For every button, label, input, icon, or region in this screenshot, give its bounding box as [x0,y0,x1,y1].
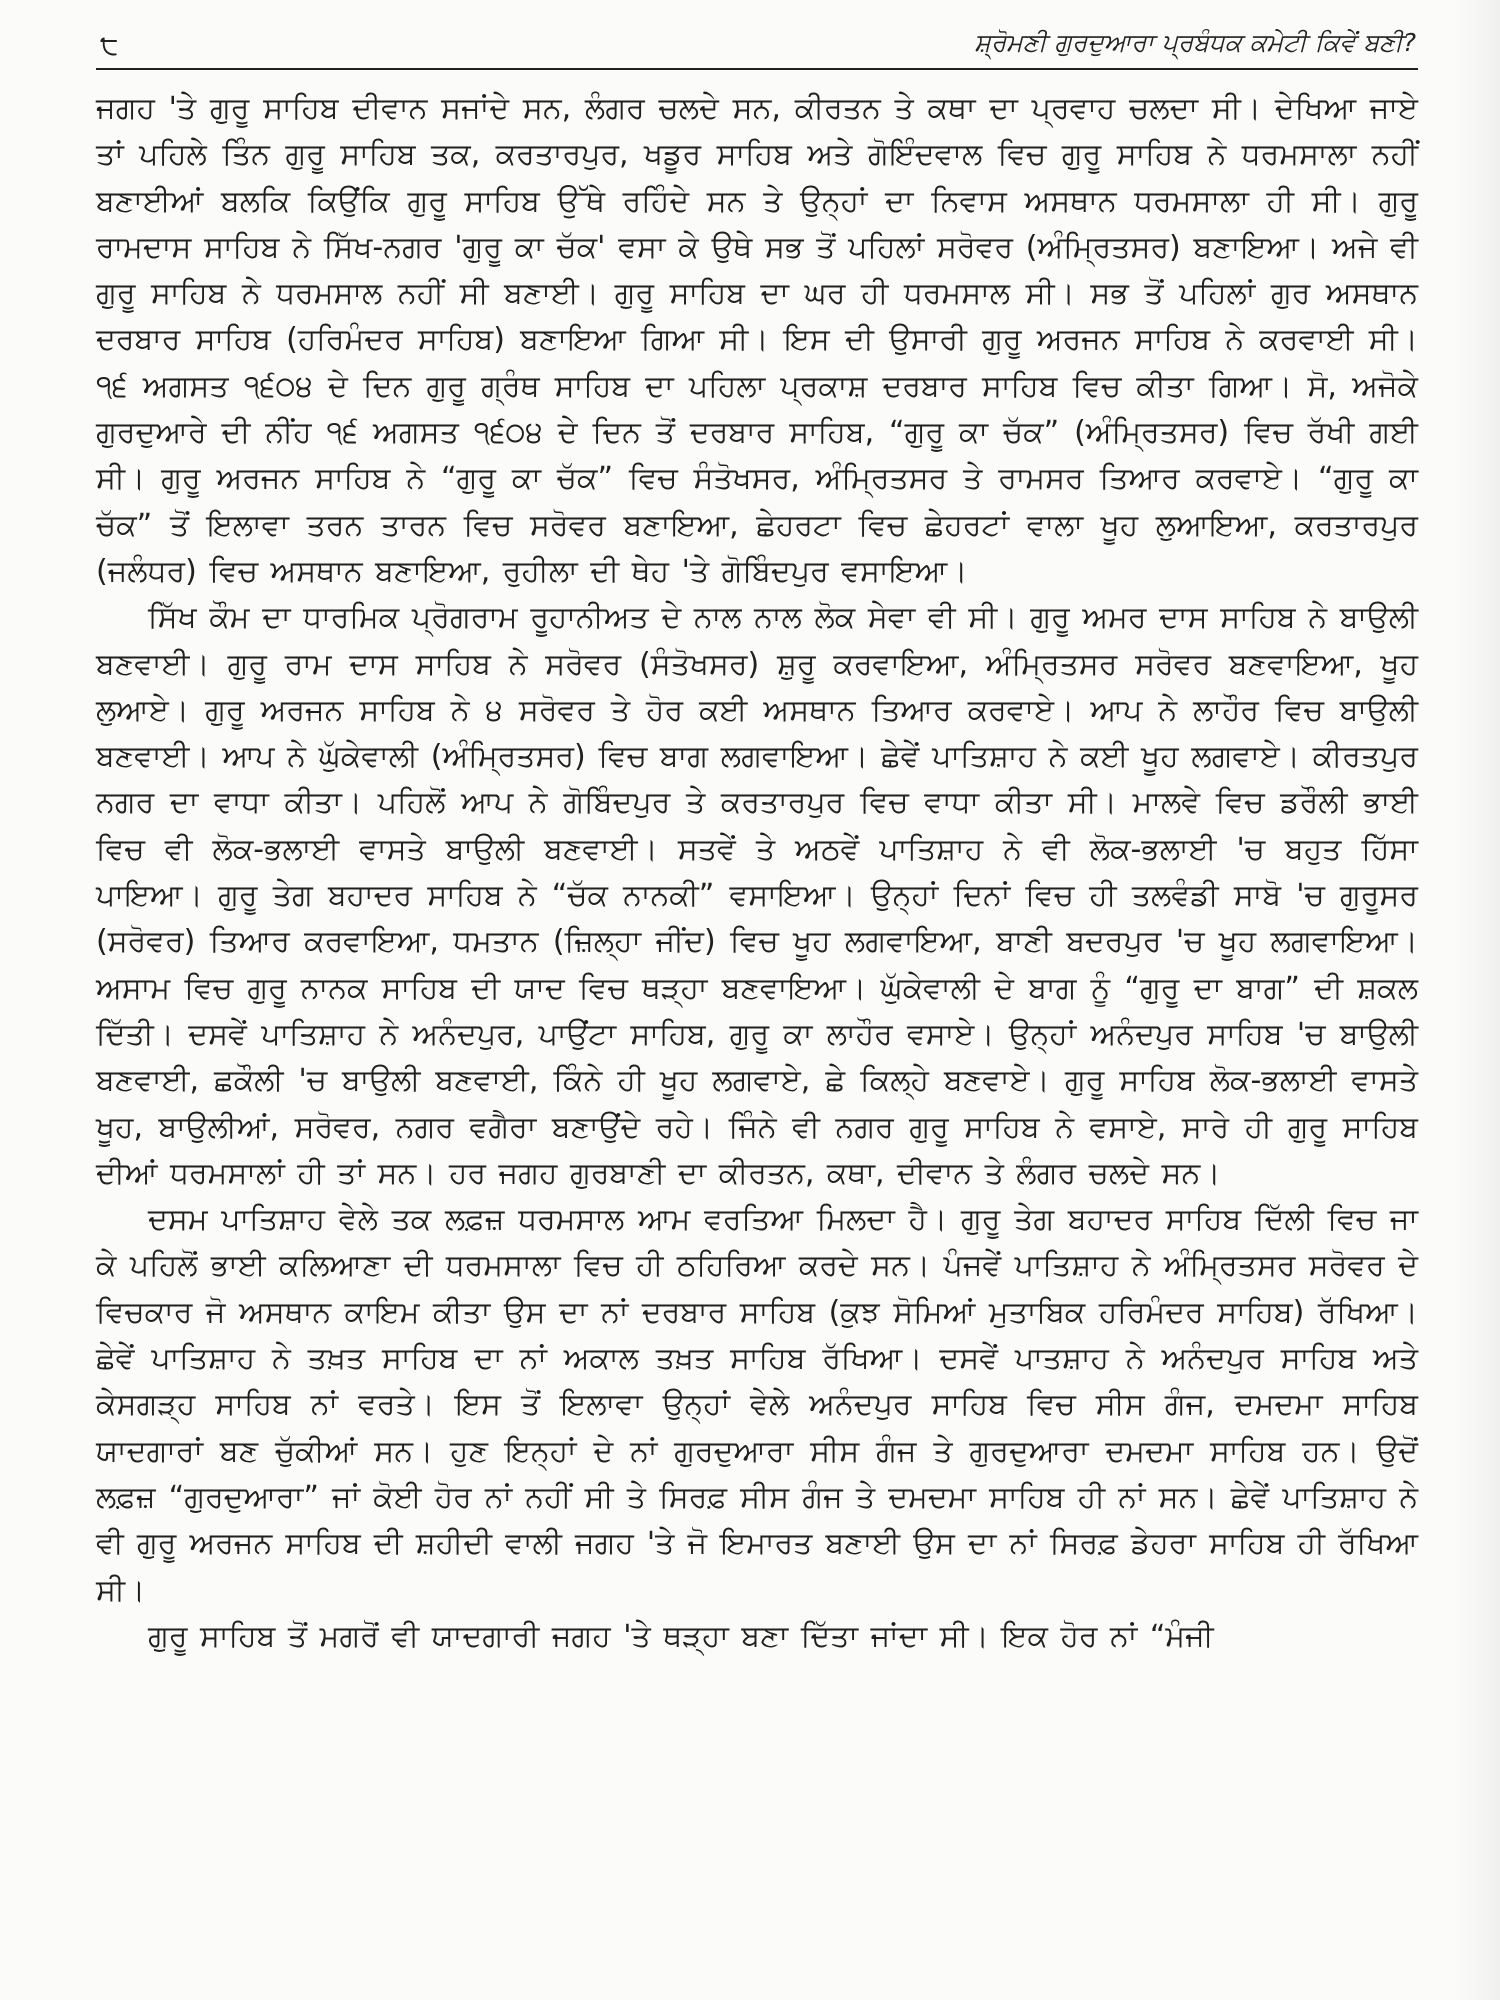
paragraph-1: ਜਗਹ 'ਤੇ ਗੁਰੂ ਸਾਹਿਬ ਦੀਵਾਨ ਸਜਾਂਦੇ ਸਨ, ਲੰਗਰ ਚਲਦੇ ਸਨ, ਕੀਰਤਨ ਤੇ ਕਥਾ ਦਾ ਪ੍ਰਵਾਹ ਚਲਦਾ ਸੀ। ਦੇਖਿਆ ਜਾਏ ਤਾਂ ਪਹਿਲੇ ਤਿੰਨ ਗੁਰੂ ਸਾਹਿਬ ਤਕ, ਕਰਤਾਰਪੁਰ, ਖਡੂਰ ਸਾਹਿਬ ਅਤੇ ਗੋਇੰਦਵਾਲ ਵਿਚ ਗੁਰੂ ਸਾਹਿਬ ਨੇ ਧਰਮਸਾਲਾ ਨਹੀਂ ਬਣਾਈਆਂ ਬਲਕਿ ਕਿਉਂਕਿ ਗੁਰੂ ਸਾਹਿਬ ਉੱਥੇ ਰਹਿੰਦੇ ਸਨ ਤੇ ਉਨ੍ਹਾਂ ਦਾ ਨਿਵਾਸ ਅਸਥਾਨ ਧਰਮਸਾਲਾ ਹੀ ਸੀ। ਗੁਰੂ ਰਾਮਦਾਸ ਸਾਹਿਬ ਨੇ ਸਿੱਖ-ਨਗਰ 'ਗੁਰੂ ਕਾ ਚੱਕ' ਵਸਾ ਕੇ ਉਥੇ ਸਭ ਤੋਂ ਪਹਿਲਾਂ ਸਰੋਵਰ (ਅੰਮ੍ਰਿਤਸਰ) ਬਣਾਇਆ। ਅਜੇ ਵੀ ਗੁਰੂ ਸਾਹਿਬ ਨੇ ਧਰਮਸਾਲ ਨਹੀਂ ਸੀ ਬਣਾਈ। ਗੁਰੂ ਸਾਹਿਬ ਦਾ ਘਰ ਹੀ ਧਰਮਸਾਲ ਸੀ। ਸਭ ਤੋਂ ਪਹਿਲਾਂ ਗੁਰ ਅਸਥਾਨ ਦਰਬਾਰ ਸਾਹਿਬ (ਹਰਿਮੰਦਰ ਸਾਹਿਬ) ਬਣਾਇਆ ਗਿਆ ਸੀ। ਇਸ ਦੀ ਉਸਾਰੀ ਗੁਰੂ ਅਰਜਨ ਸਾਹਿਬ ਨੇ ਕਰਵਾਈ ਸੀ। ੧੬ ਅਗਸਤ ੧੬੦੪ ਦੇ ਦਿਨ ਗੁਰੂ ਗ੍ਰੰਥ ਸਾਹਿਬ ਦਾ ਪਹਿਲਾ ਪ੍ਰਕਾਸ਼ ਦਰਬਾਰ ਸਾਹਿਬ ਵਿਚ ਕੀਤਾ ਗਿਆ। ਸੋ, ਅਜੋਕੇ ਗੁਰਦੁਆਰੇ ਦੀ ਨੀਂਹ ੧੬ ਅਗਸਤ ੧੬੦੪ ਦੇ ਦਿਨ ਤੋਂ ਦਰਬਾਰ ਸਾਹਿਬ, “ਗੁਰੂ ਕਾ ਚੱਕ” (ਅੰਮ੍ਰਿਤਸਰ) ਵਿਚ ਰੱਖੀ ਗਈ ਸੀ। ਗੁਰੂ ਅਰਜਨ ਸਾਹਿਬ ਨੇ “ਗੁਰੂ ਕਾ ਚੱਕ” ਵਿਚ ਸੰਤੋਖਸਰ, ਅੰਮ੍ਰਿਤਸਰ ਤੇ ਰਾਮਸਰ ਤਿਆਰ ਕਰਵਾਏ। “ਗੁਰੂ ਕਾ ਚੱਕ” ਤੋਂ ਇਲਾਵਾ ਤਰਨ ਤਾਰਨ ਵਿਚ ਸਰੋਵਰ ਬਣਾਇਆ, ਛੇਹਰਟਾ ਵਿਚ ਛੇਹਰਟਾਂ ਵਾਲਾ ਖੂਹ ਲੁਆਇਆ, ਕਰਤਾਰਪੁਰ (ਜਲੰਧਰ) ਵਿਚ ਅਸਥਾਨ ਬਣਾਇਆ, ਰੁਹੀਲਾ ਦੀ ਥੇਹ 'ਤੇ ਗੋਬਿੰਦਪੁਰ ਵਸਾਇਆ। [96,91,1418,589]
paragraph-4: ਗੁਰੂ ਸਾਹਿਬ ਤੋਂ ਮਗਰੋਂ ਵੀ ਯਾਦਗਾਰੀ ਜਗਹ 'ਤੇ ਥੜ੍ਹਾ ਬਣਾ ਦਿੱਤਾ ਜਾਂਦਾ ਸੀ। ਇਕ ਹੋਰ ਨਾਂ “ਮੰਜੀ [148,1618,1214,1654]
running-title: ਸ਼੍ਰੋਮਣੀ ਗੁਰਦੁਆਰਾ ਪ੍ਰਬੰਧਕ ਕਮੇਟੀ ਕਿਵੇਂ ਬਣੀ? [974,28,1416,57]
page-number: ੮ [100,28,119,61]
page-gutter-shadow [1454,0,1500,2000]
paragraph-3: ਦਸਮ ਪਾਤਿਸ਼ਾਹ ਵੇਲੇ ਤਕ ਲਫ਼ਜ਼ ਧਰਮਸਾਲ ਆਮ ਵਰਤਿਆ ਮਿਲਦਾ ਹੈ। ਗੁਰੂ ਤੇਗ ਬਹਾਦਰ ਸਾਹਿਬ ਦਿੱਲੀ ਵਿਚ ਜਾ ਕੇ ਪਹਿਲੋਂ ਭਾਈ ਕਲਿਆਣਾ ਦੀ ਧਰਮਸਾਲਾ ਵਿਚ ਹੀ ਠਹਿਰਿਆ ਕਰਦੇ ਸਨ। ਪੰਜਵੇਂ ਪਾਤਿਸ਼ਾਹ ਨੇ ਅੰਮ੍ਰਿਤਸਰ ਸਰੋਵਰ ਦੇ ਵਿਚਕਾਰ ਜੋ ਅਸਥਾਨ ਕਾਇਮ ਕੀਤਾ ਉਸ ਦਾ ਨਾਂ ਦਰਬਾਰ ਸਾਹਿਬ (ਕੁਝ ਸੋਮਿਆਂ ਮੁਤਾਬਿਕ ਹਰਿਮੰਦਰ ਸਾਹਿਬ) ਰੱਖਿਆ। ਛੇਵੇਂ ਪਾਤਿਸ਼ਾਹ ਨੇ ਤਖ਼ਤ ਸਾਹਿਬ ਦਾ ਨਾਂ ਅਕਾਲ ਤਖ਼ਤ ਸਾਹਿਬ ਰੱਖਿਆ। ਦਸਵੇਂ ਪਾਤਸ਼ਾਹ ਨੇ ਅਨੰਦਪੁਰ ਸਾਹਿਬ ਅਤੇ ਕੇਸਗੜ੍ਹ ਸਾਹਿਬ ਨਾਂ ਵਰਤੇ। ਇਸ ਤੋਂ ਇਲਾਵਾ ਉਨ੍ਹਾਂ ਵੇਲੇ ਅਨੰਦਪੁਰ ਸਾਹਿਬ ਵਿਚ ਸੀਸ ਗੰਜ, ਦਮਦਮਾ ਸਾਹਿਬ ਯਾਦਗਾਰਾਂ ਬਣ ਚੁੱਕੀਆਂ ਸਨ। ਹੁਣ ਇਨ੍ਹਾਂ ਦੇ ਨਾਂ ਗੁਰਦੁਆਰਾ ਸੀਸ ਗੰਜ ਤੇ ਗੁਰਦੁਆਰਾ ਦਮਦਮਾ ਸਾਹਿਬ ਹਨ। ਉਦੋਂ ਲਫ਼ਜ਼ “ਗੁਰਦੁਆਰਾ” ਜਾਂ ਕੋਈ ਹੋਰ ਨਾਂ ਨਹੀਂ ਸੀ ਤੇ ਸਿਰਫ਼ ਸੀਸ ਗੰਜ ਤੇ ਦਮਦਮਾ ਸਾਹਿਬ ਹੀ ਨਾਂ ਸਨ। ਛੇਵੇਂ ਪਾਤਿਸ਼ਾਹ ਨੇ ਵੀ ਗੁਰੂ ਅਰਜਨ ਸਾਹਿਬ ਦੀ ਸ਼ਹੀਦੀ ਵਾਲੀ ਜਗਹ 'ਤੇ ਜੋ ਇਮਾਰਤ ਬਣਾਈ ਉਸ ਦਾ ਨਾਂ ਸਿਰਫ਼ ਡੇਹਰਾ ਸਾਹਿਬ ਹੀ ਰੱਖਿਆ ਸੀ। [96,1202,1418,1608]
page-header [96,22,1418,70]
paragraph-2: ਸਿੱਖ ਕੌਮ ਦਾ ਧਾਰਮਿਕ ਪ੍ਰੋਗਰਾਮ ਰੂਹਾਨੀਅਤ ਦੇ ਨਾਲ ਨਾਲ ਲੋਕ ਸੇਵਾ ਵੀ ਸੀ। ਗੁਰੂ ਅਮਰ ਦਾਸ ਸਾਹਿਬ ਨੇ ਬਾਉਲੀ ਬਣਵਾਈ। ਗੁਰੂ ਰਾਮ ਦਾਸ ਸਾਹਿਬ ਨੇ ਸਰੋਵਰ (ਸੰਤੋਖਸਰ) ਸ਼ੁਰੂ ਕਰਵਾਇਆ, ਅੰਮ੍ਰਿਤਸਰ ਸਰੋਵਰ ਬਣਵਾਇਆ, ਖੂਹ ਲੁਆਏ। ਗੁਰੂ ਅਰਜਨ ਸਾਹਿਬ ਨੇ ੪ ਸਰੋਵਰ ਤੇ ਹੋਰ ਕਈ ਅਸਥਾਨ ਤਿਆਰ ਕਰਵਾਏ। ਆਪ ਨੇ ਲਾਹੌਰ ਵਿਚ ਬਾਉਲੀ ਬਣਵਾਈ। ਆਪ ਨੇ ਘੁੱਕੇਵਾਲੀ (ਅੰਮ੍ਰਿਤਸਰ) ਵਿਚ ਬਾਗ ਲਗਵਾਇਆ। ਛੇਵੇਂ ਪਾਤਿਸ਼ਾਹ ਨੇ ਕਈ ਖੂਹ ਲਗਵਾਏ। ਕੀਰਤਪੁਰ ਨਗਰ ਦਾ ਵਾਧਾ ਕੀਤਾ। ਪਹਿਲੋਂ ਆਪ ਨੇ ਗੋਬਿੰਦਪੁਰ ਤੇ ਕਰਤਾਰਪੁਰ ਵਿਚ ਵਾਧਾ ਕੀਤਾ ਸੀ। ਮਾਲਵੇ ਵਿਚ ਡਰੌਲੀ ਭਾਈ ਵਿਚ ਵੀ ਲੋਕ-ਭਲਾਈ ਵਾਸਤੇ ਬਾਉਲੀ ਬਣਵਾਈ। ਸਤਵੇਂ ਤੇ ਅਠਵੇਂ ਪਾਤਿਸ਼ਾਹ ਨੇ ਵੀ ਲੋਕ-ਭਲਾਈ 'ਚ ਬਹੁਤ ਹਿੱਸਾ ਪਾਇਆ। ਗੁਰੂ ਤੇਗ ਬਹਾਦਰ ਸਾਹਿਬ ਨੇ “ਚੱਕ ਨਾਨਕੀ” ਵਸਾਇਆ। ਉਨ੍ਹਾਂ ਦਿਨਾਂ ਵਿਚ ਹੀ ਤਲਵੰਡੀ ਸਾਬੋ 'ਚ ਗੁਰੂਸਰ (ਸਰੋਵਰ) ਤਿਆਰ ਕਰਵਾਇਆ, ਧਮਤਾਨ (ਜ਼ਿਲ੍ਹਾ ਜੀਂਦ) ਵਿਚ ਖੂਹ ਲਗਵਾਇਆ, ਬਾਣੀ ਬਦਰਪੁਰ 'ਚ ਖੂਹ ਲਗਵਾਇਆ। ਅਸਾਮ ਵਿਚ ਗੁਰੂ ਨਾਨਕ ਸਾਹਿਬ ਦੀ ਯਾਦ ਵਿਚ ਥੜ੍ਹਾ ਬਣਵਾਇਆ। ਘੁੱਕੇਵਾਲੀ ਦੇ ਬਾਗ ਨੂੰ “ਗੁਰੂ ਦਾ ਬਾਗ” ਦੀ ਸ਼ਕਲ ਦਿੱਤੀ। ਦਸਵੇਂ ਪਾਤਿਸ਼ਾਹ ਨੇ ਅਨੰਦਪੁਰ, ਪਾਉਂਟਾ ਸਾਹਿਬ, ਗੁਰੂ ਕਾ ਲਾਹੌਰ ਵਸਾਏ। ਉਨ੍ਹਾਂ ਅਨੰਦਪੁਰ ਸਾਹਿਬ 'ਚ ਬਾਉਲੀ ਬਣਵਾਈ, ਛਕੌਲੀ 'ਚ ਬਾਉਲੀ ਬਣਵਾਈ, ਕਿੰਨੇ ਹੀ ਖੂਹ ਲਗਵਾਏ, ਛੇ ਕਿਲ੍ਹੇ ਬਣਵਾਏ। ਗੁਰੂ ਸਾਹਿਬ ਲੋਕ-ਭਲਾਈ ਵਾਸਤੇ ਖੂਹ, ਬਾਉਲੀਆਂ, ਸਰੋਵਰ, ਨਗਰ ਵਗੈਰਾ ਬਣਾਉਂਦੇ ਰਹੇ। ਜਿੰਨੇ ਵੀ ਨਗਰ ਗੁਰੂ ਸਾਹਿਬ ਨੇ ਵਸਾਏ, ਸਾਰੇ ਹੀ ਗੁਰੂ ਸਾਹਿਬ ਦੀਆਂ ਧਰਮਸਾਲਾਂ ਹੀ ਤਾਂ ਸਨ। ਹਰ ਜਗਹ ਗੁਰਬਾਣੀ ਦਾ ਕੀਰਤਨ, ਕਥਾ, ਦੀਵਾਨ ਤੇ ਲੰਗਰ ਚਲਦੇ ਸਨ। [96,600,1418,1191]
body-text [96,86,1418,1660]
